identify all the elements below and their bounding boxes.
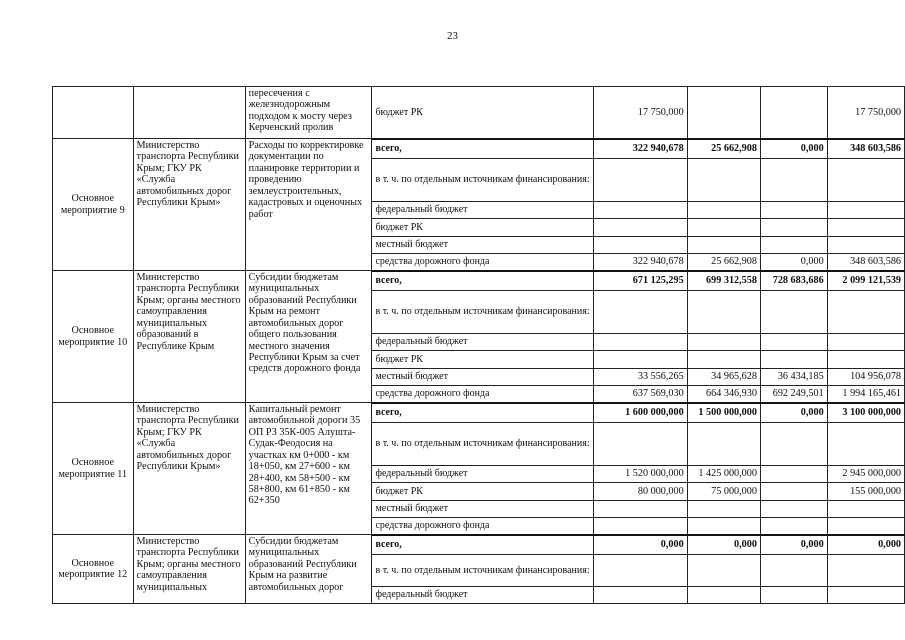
funding-source-label: местный бюджет [372,369,593,386]
amount-cell: 348 603,586 [827,139,904,159]
amount-cell: 637 569,030 [593,386,687,403]
responsible-org: Министерство транспорта Республики Крым; ГКУ РК «Служба автомобильных дорог Республики Крым» [133,139,245,271]
amount-cell [687,202,760,219]
amount-cell [827,351,904,369]
funding-source-label: бюджет РК [372,483,593,501]
amount-cell [593,423,687,466]
amount-cell: 0,000 [760,254,827,271]
amount-cell: 0,000 [760,139,827,159]
amount-cell [687,555,760,587]
amount-cell [760,518,827,535]
amount-cell [827,202,904,219]
funding-source-label: федеральный бюджет [372,202,593,219]
amount-cell [827,423,904,466]
amount-cell: 664 346,930 [687,386,760,403]
funding-source-label: в т. ч. по отдельным источникам финансирования: [372,291,593,334]
amount-cell [687,334,760,351]
amount-cell: 36 434,185 [760,369,827,386]
amount-cell: 348 603,586 [827,254,904,271]
amount-cell [760,501,827,518]
funding-source-label: местный бюджет [372,237,593,254]
amount-cell [687,587,760,604]
amount-cell: 0,000 [760,535,827,555]
funding-source-label: всего, [372,271,593,291]
amount-cell [593,334,687,351]
amount-cell [827,518,904,535]
amount-cell: 1 500 000,000 [687,403,760,423]
event-label: Основное мероприятие 11 [53,403,134,535]
amount-cell [760,351,827,369]
funding-source-label: федеральный бюджет [372,466,593,483]
amount-cell [687,351,760,369]
amount-cell [760,87,827,139]
responsible-org [133,87,245,139]
amount-cell: 1 425 000,000 [687,466,760,483]
event-description: Капитальный ремонт автомобильной дороги 35 ОП РЗ 35К-005 Алушта-Судак-Феодосия на участках км 0+000 - км 18+050, км 27+600 - км 28+400, км 58+500 - км 58+800, км 61+850 - км 62+350 [245,403,372,535]
amount-cell [827,334,904,351]
funding-source-label: федеральный бюджет [372,334,593,351]
amount-cell [760,202,827,219]
amount-cell: 25 662,908 [687,139,760,159]
funding-source-label: всего, [372,403,593,423]
event-label: Основное мероприятие 12 [53,535,134,604]
amount-cell: 728 683,686 [760,271,827,291]
amount-cell [593,501,687,518]
amount-cell [827,555,904,587]
amount-cell [827,587,904,604]
funding-source-label: всего, [372,535,593,555]
group-first-row [53,271,905,291]
amount-cell [760,291,827,334]
amount-cell [760,237,827,254]
amount-cell [760,219,827,237]
amount-cell [593,351,687,369]
amount-cell: 0,000 [827,535,904,555]
amount-cell: 2 945 000,000 [827,466,904,483]
funding-source-label: бюджет РК [372,219,593,237]
amount-cell [593,202,687,219]
amount-cell: 1 520 000,000 [593,466,687,483]
amount-cell: 699 312,558 [687,271,760,291]
responsible-org: Министерство транспорта Республики Крым; ГКУ РК «Служба автомобильных дорог Республики Крым» [133,403,245,535]
amount-cell [827,291,904,334]
funding-source-label: в т. ч. по отдельным источникам финансирования: [372,555,593,587]
amount-cell: 0,000 [760,403,827,423]
amount-cell: 33 556,265 [593,369,687,386]
group-first-row [53,87,905,139]
amount-cell [687,87,760,139]
amount-cell: 322 940,678 [593,139,687,159]
event-label: Основное мероприятие 10 [53,271,134,403]
amount-cell: 17 750,000 [593,87,687,139]
amount-cell: 2 099 121,539 [827,271,904,291]
group-first-row [53,403,905,423]
event-label [53,87,134,139]
amount-cell: 104 956,078 [827,369,904,386]
amount-cell [687,518,760,535]
amount-cell [760,555,827,587]
amount-cell [687,159,760,202]
responsible-org: Министерство транспорта Республики Крым; органы местного самоуправления муниципальных [133,535,245,604]
amount-cell [760,587,827,604]
amount-cell [827,501,904,518]
page-number: 23 [447,30,458,42]
amount-cell [593,587,687,604]
amount-cell [687,501,760,518]
amount-cell [687,237,760,254]
amount-cell: 155 000,000 [827,483,904,501]
amount-cell [593,219,687,237]
funding-source-label: бюджет РК [372,87,593,139]
funding-source-label: всего, [372,139,593,159]
amount-cell [827,159,904,202]
amount-cell [760,423,827,466]
amount-cell [827,219,904,237]
funding-source-label: в т. ч. по отдельным источникам финансирования: [372,423,593,466]
event-description: Расходы по корректировке документации по планировке территории и проведению землеустроительных, кадастровых и оценочных работ [245,139,372,271]
amount-cell: 3 100 000,000 [827,403,904,423]
funding-source-label: средства дорожного фонда [372,518,593,535]
budget-table [52,86,905,604]
amount-cell: 1 600 000,000 [593,403,687,423]
amount-cell [593,555,687,587]
amount-cell [760,483,827,501]
amount-cell [687,423,760,466]
funding-source-label: средства дорожного фонда [372,386,593,403]
amount-cell [593,237,687,254]
amount-cell: 0,000 [687,535,760,555]
amount-cell: 34 965,628 [687,369,760,386]
amount-cell [593,518,687,535]
event-description: Субсидии бюджетам муниципальных образований Республики Крым на ремонт автомобильных дорог общего пользования местного значения Республики Крым за счет средств дорожного фонда [245,271,372,403]
amount-cell: 692 249,501 [760,386,827,403]
amount-cell [593,291,687,334]
event-label: Основное мероприятие 9 [53,139,134,271]
amount-cell: 17 750,000 [827,87,904,139]
amount-cell [687,291,760,334]
amount-cell [760,334,827,351]
amount-cell: 322 940,678 [593,254,687,271]
funding-source-label: бюджет РК [372,351,593,369]
amount-cell: 80 000,000 [593,483,687,501]
responsible-org: Министерство транспорта Республики Крым; органы местного самоуправления муниципальных образований в Республике Крым [133,271,245,403]
amount-cell [687,219,760,237]
event-description: Субсидии бюджетам муниципальных образований Республики Крым на развитие автомобильных дорог [245,535,372,604]
amount-cell: 1 994 165,461 [827,386,904,403]
amount-cell [827,237,904,254]
funding-source-label: в т. ч. по отдельным источникам финансирования: [372,159,593,202]
amount-cell [760,466,827,483]
amount-cell: 671 125,295 [593,271,687,291]
amount-cell: 0,000 [593,535,687,555]
amount-cell: 25 662,908 [687,254,760,271]
funding-source-label: местный бюджет [372,501,593,518]
group-first-row [53,535,905,555]
funding-source-label: средства дорожного фонда [372,254,593,271]
group-first-row [53,139,905,159]
funding-source-label: федеральный бюджет [372,587,593,604]
amount-cell [760,159,827,202]
event-description: пересечения с железнодорожным подходом к мосту через Керченский пролив [245,87,372,139]
amount-cell [593,159,687,202]
amount-cell: 75 000,000 [687,483,760,501]
